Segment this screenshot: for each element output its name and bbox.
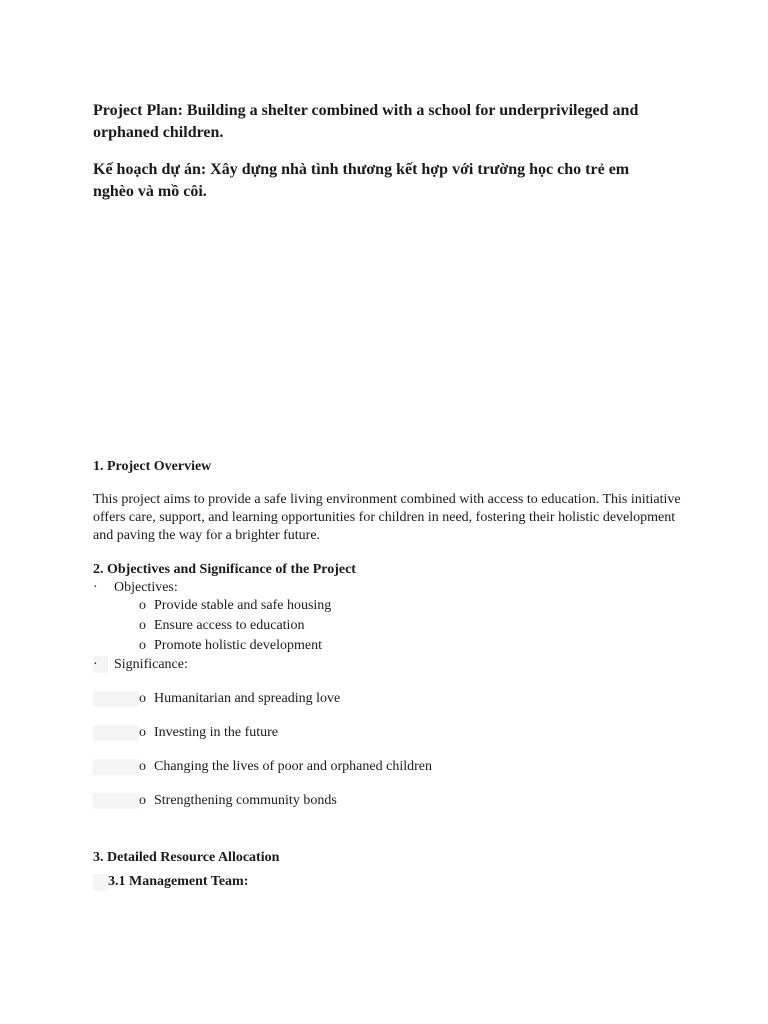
significance-bullet <box>93 656 188 674</box>
significance-label: Significance: <box>114 657 188 672</box>
indent-shade <box>93 725 139 741</box>
bullet-marker: · <box>93 657 98 672</box>
indent-shade <box>93 874 108 891</box>
objective-item: o Ensure access to education <box>139 618 305 633</box>
indent-shade <box>93 793 139 809</box>
section-3-heading: 3. Detailed Resource Allocation <box>93 850 280 865</box>
objective-item: o Promote holistic development <box>139 638 322 653</box>
section-1-body: This project aims to provide a safe living environment combined with access to education. This initiative offers care, support, and learning opportunities for children in need, fostering their holistic development and paving the way for a brighter future. <box>93 492 681 543</box>
section-3-1-heading: 3.1 Management Team: <box>108 874 249 889</box>
section-2-heading: 2. Objectives and Significance of the Project <box>93 562 356 577</box>
bullet-marker: · <box>93 580 98 595</box>
objective-item: o Provide stable and safe housing <box>139 598 332 613</box>
significance-item: o Investing in the future <box>139 725 279 740</box>
objectives-bullet <box>93 579 178 597</box>
title-vietnamese: Kế hoạch dự án: Xây dựng nhà tình thương kết hợp với trường học cho trẻ em nghèo và mồ côi. <box>93 161 630 200</box>
significance-item: o Changing the lives of poor and orphaned children <box>139 759 432 774</box>
significance-item: o Strengthening community bonds <box>139 793 337 808</box>
significance-item: o Humanitarian and spreading love <box>139 691 341 706</box>
objectives-label: Objectives: <box>114 580 178 595</box>
section-1-heading: 1. Project Overview <box>93 459 212 474</box>
title-english: Project Plan: Building a shelter combined with a school for underprivileged and orphaned children. <box>93 102 639 141</box>
indent-shade <box>93 759 139 775</box>
indent-shade <box>93 691 139 707</box>
